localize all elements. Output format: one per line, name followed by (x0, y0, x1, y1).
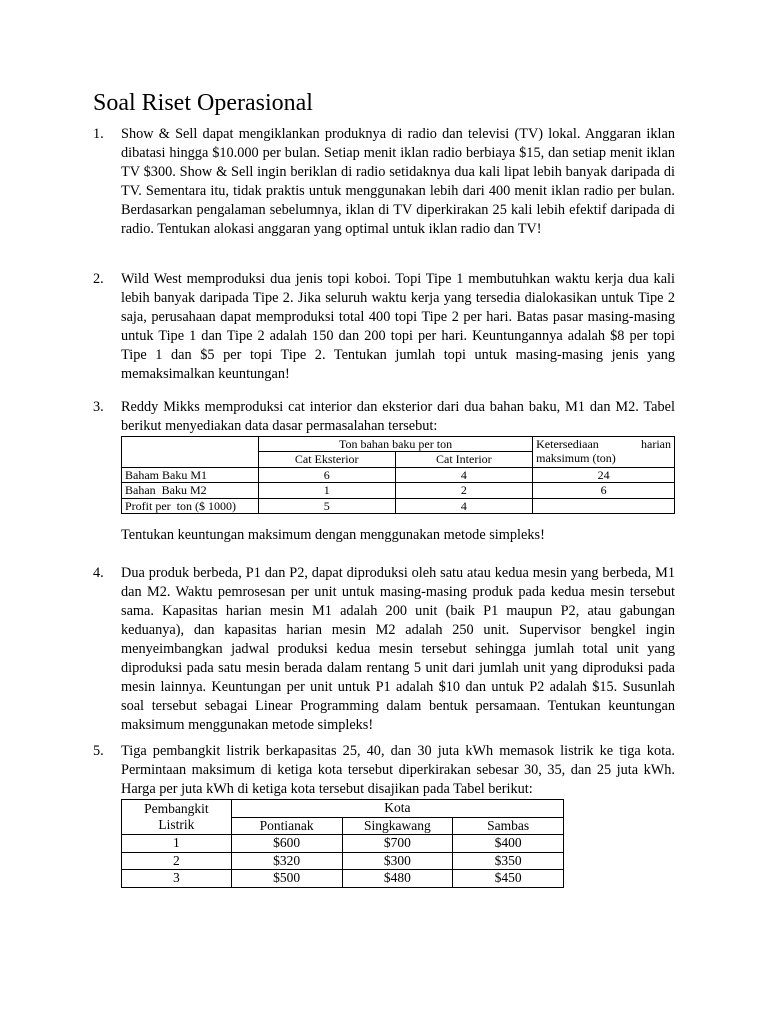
table-column-header: Singkawang (342, 817, 453, 835)
problem-2 (93, 270, 675, 384)
table-group-header: Ton bahan baku per ton (258, 437, 532, 452)
table-cell: 6 (258, 467, 395, 482)
problem-text: Show & Sell dapat mengiklankan produknya di radio dan televisi (TV) lokal. Anggaran iklan dibatasi hingga $10.000 per bulan. Setiap menit iklan radio berbiaya $15, dan setiap menit iklan TV $300. Show & Sell ingin beriklan di radio setidaknya dua kali lipat lebih banyak daripada di TV. Sementara itu, tidak praktis untuk menggunakan lebih dari 400 menit iklan radio per bulan. Berdasarkan pengalaman sebelumnya, iklan di TV diperkirakan 25 kali lebih efektif daripada di radio. Tentukan alokasi anggaran yang optimal untuk iklan radio dan TV! (121, 126, 675, 237)
problem-3-instruction: Tentukan keuntungan maksimum dengan menggunakan metode simpleks! (121, 527, 545, 543)
problem-1 (93, 125, 675, 239)
row-label: 3 (122, 870, 232, 888)
table-cell: 4 (395, 467, 533, 482)
row-label: 1 (122, 835, 232, 853)
table-row (122, 852, 564, 870)
problem-text: Wild West memproduksi dua jenis topi koboi. Topi Tipe 1 membutuhkan waktu kerja dua kali lebih banyak daripada Tipe 2. Jika seluruh waktu kerja yang tersedia dialokasikan untuk Tipe 2 saja, perusahaan dapat memproduksi total 400 topi Tipe 2 per hari. Batas pasar masing-masing untuk Tipe 1 dan Tipe 2 adalah 150 dan 200 topi per hari. Keuntungannya adalah $8 per topi Tipe 1 dan $5 per topi Tipe 2. Tentukan jumlah topi untuk masing-masing jenis yang memaksimalkan keuntungan! (121, 271, 675, 382)
row-label: 2 (122, 852, 232, 870)
row-label: Bahan Baku M2 (122, 483, 259, 498)
table-cell: 1 (258, 483, 395, 498)
raw-material-table (121, 436, 675, 514)
table-cell: 6 (533, 483, 675, 498)
row-label: Baham Baku M1 (122, 467, 259, 482)
document-title: Soal Riset Operasional (93, 90, 313, 116)
problem-number: 1. (93, 126, 104, 142)
problem-number: 5. (93, 743, 104, 759)
table-cell: 5 (258, 498, 395, 513)
table-column-header: Cat Eksterior (258, 452, 395, 467)
table-cell: $450 (453, 870, 564, 888)
problem-number: 3. (93, 399, 104, 415)
availability-header: Ketersediaan harian maksimum (ton) (533, 437, 675, 468)
table-cell: $320 (231, 852, 342, 870)
problem-number: 2. (93, 271, 104, 287)
table-column-header: Pontianak (231, 817, 342, 835)
plant-header: Pembangkit Listrik (122, 800, 232, 835)
problem-text: Tiga pembangkit listrik berkapasitas 25, 40, dan 30 juta kWh memasok listrik ke tiga kota. Permintaan maksimum di ketiga kota tersebut diperkirakan sebesar 30, 35, dan 25 juta kWh. Harga per juta kWh di ketiga kota tersebut disajikan pada Tabel berikut: (121, 743, 675, 797)
table-cell: $300 (342, 852, 453, 870)
table-column-header: Cat Interior (395, 452, 533, 467)
electricity-price-table (121, 799, 564, 888)
table-column-header: Sambas (453, 817, 564, 835)
problem-3 (93, 398, 675, 436)
table-cell: $500 (231, 870, 342, 888)
table-cell: 24 (533, 467, 675, 482)
problem-number: 4. (93, 565, 104, 581)
table-cell: 2 (395, 483, 533, 498)
problem-text: Dua produk berbeda, P1 dan P2, dapat diproduksi oleh satu atau kedua mesin yang berbeda, M1 dan M2. Waktu pemrosesan per unit untuk masing-masing produk pada kedua mesin tersebut sama. Kapasitas harian mesin M1 adalah 200 unit (baik P1 maupun P2, atau gabungan keduanya), dan kapasitas harian mesin M2 adalah 250 unit. Supervisor bengkel ingin menyeimbangkan jadwal produksi kedua mesin tersebut sehingga jumlah total unit yang diproduksi pada satu mesin berada dalam rentang 5 unit dari jumlah unit yang diproduksi pada mesin lainnya. Keuntungan per unit untuk P1 adalah $10 dan untuk P2 adalah $15. Susunlah soal tersebut sebagai Linear Programming dalam bentuk persamaan. Tentukan keuntungan maksimum menggunakan metode simpleks! (121, 565, 675, 733)
table-row (122, 467, 675, 482)
table-cell (533, 498, 675, 513)
table-row (122, 870, 564, 888)
table-cell: $700 (342, 835, 453, 853)
table-row (122, 835, 564, 853)
table-corner-cell (122, 437, 259, 468)
problem-text: Reddy Mikks memproduksi cat interior dan eksterior dari dua bahan baku, M1 dan M2. Tabel berikut menyediakan data dasar permasalahan tersebut: (121, 399, 675, 434)
table-cell: $400 (453, 835, 564, 853)
table-row (122, 498, 675, 513)
problem-5 (93, 742, 675, 799)
row-label: Profit per ton ($ 1000) (122, 498, 259, 513)
table-group-header: Kota (231, 800, 563, 818)
table-cell: 4 (395, 498, 533, 513)
problem-4 (93, 564, 675, 735)
table-cell: $480 (342, 870, 453, 888)
table-cell: $350 (453, 852, 564, 870)
table-cell: $600 (231, 835, 342, 853)
table-row (122, 483, 675, 498)
